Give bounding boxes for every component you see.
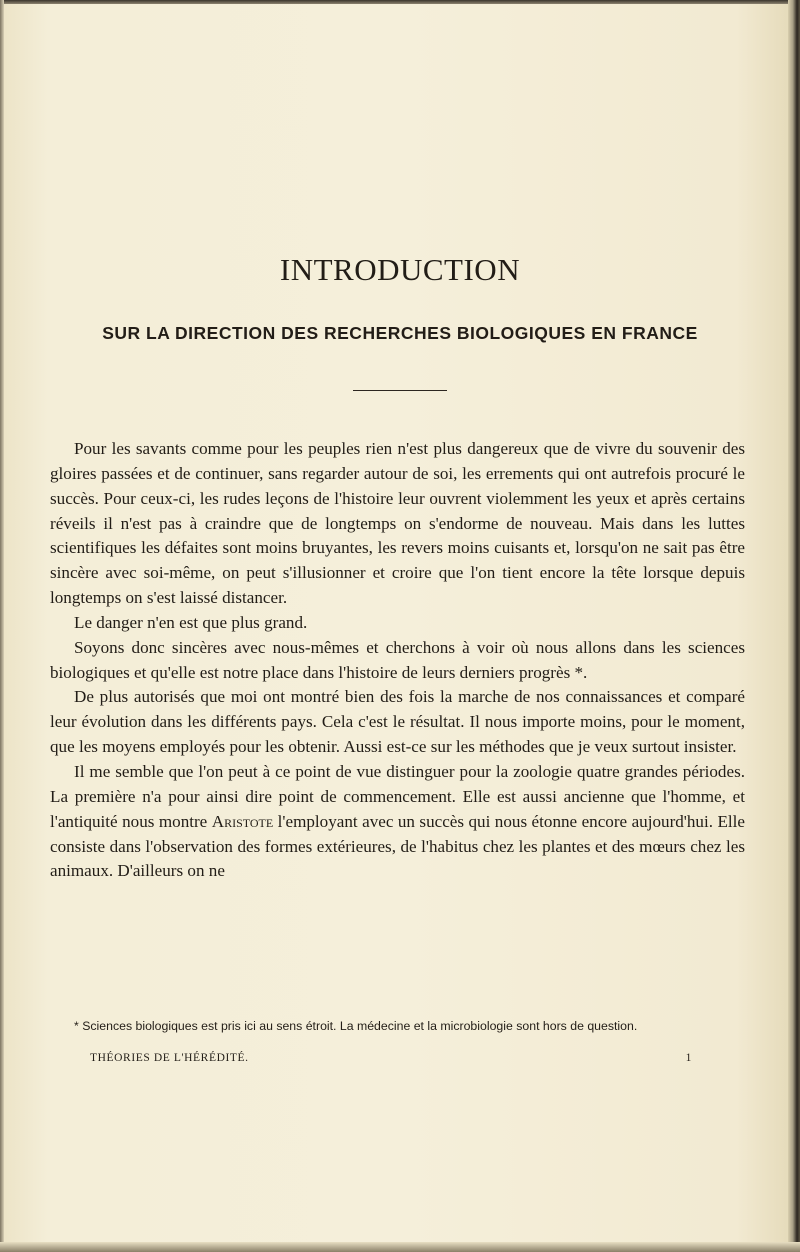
body-text [50, 437, 745, 884]
book-spine-edge [788, 0, 800, 1252]
page-left-edge [0, 0, 4, 1252]
page-top-edge [0, 0, 800, 4]
running-title: THÉORIES DE L'HÉRÉDITÉ. [90, 1052, 249, 1064]
author-name: Aristote [211, 811, 274, 831]
paragraph-1: Pour les savants comme pour les peuples rien n'est plus dangereux que de vivre du souvenir des gloires passées et de continuer, sans regarder autour de soi, les errements qui ont autrefois procuré le succès. Pour ceux-ci, les rudes leçons de l'histoire leur ouvrent violemment les yeux et après certains réveils il n'est pas à craindre que de longtemps on s'endorme de nouveau. Mais dans les luttes scientifiques les défaites sont moins bruyantes, les revers moins cuisants et, lorsqu'on ne sait pas être sincère avec soi-même, on peut s'illusionner et croire que l'on tient encore la tête lorsque depuis longtemps on s'est laissé distancer. [50, 439, 745, 608]
paragraph-5-start: Il me semble que l'on peut à ce point de vue distinguer pour la zoologie quatre grandes périodes. La première n'a pour ainsi dire point de commencement. Elle est aussi ancienne que l'homme, et l'antiquité nous montre [50, 761, 745, 831]
page-subtitle: SUR LA DIRECTION DES RECHERCHES BIOLOGIQUES EN FRANCE [102, 323, 698, 343]
paragraph-2: Le danger n'en est que plus grand. [74, 612, 308, 632]
paragraph-5-end: l'employant avec un succès qui nous étonne encore aujourd'hui. Elle consiste dans l'observation des formes extérieures, de l'habitus chez les plantes et des mœurs chez les animaux. D'ailleurs on ne [50, 811, 745, 881]
page-title: INTRODUCTION [279, 252, 521, 287]
paragraph-4: De plus autorisés que moi ont montré bien des fois la marche de nos connaissances et comparé leur évolution dans les différents pays. Cela c'est le résultat. Il nous importe moins, pour le moment, que les moyens employés pour les obtenir. Aussi est-ce sur les méthodes que je veux surtout insister. [50, 687, 745, 757]
paragraph-5 [50, 760, 745, 884]
title-divider [353, 390, 447, 391]
footnote: * Sciences biologiques est pris ici au sens étroit. La médecine et la microbiologie sont hors de question. [74, 1019, 638, 1033]
page-footer [90, 1052, 692, 1064]
signature-mark: 1 [685, 1052, 692, 1064]
paragraph-3: Soyons donc sincères avec nous-mêmes et cherchons à voir où nous allons dans les sciences biologiques et qu'elle est notre place dans l'histoire de leurs derniers progrès *. [50, 637, 745, 682]
page-bottom-edge [0, 1242, 800, 1252]
